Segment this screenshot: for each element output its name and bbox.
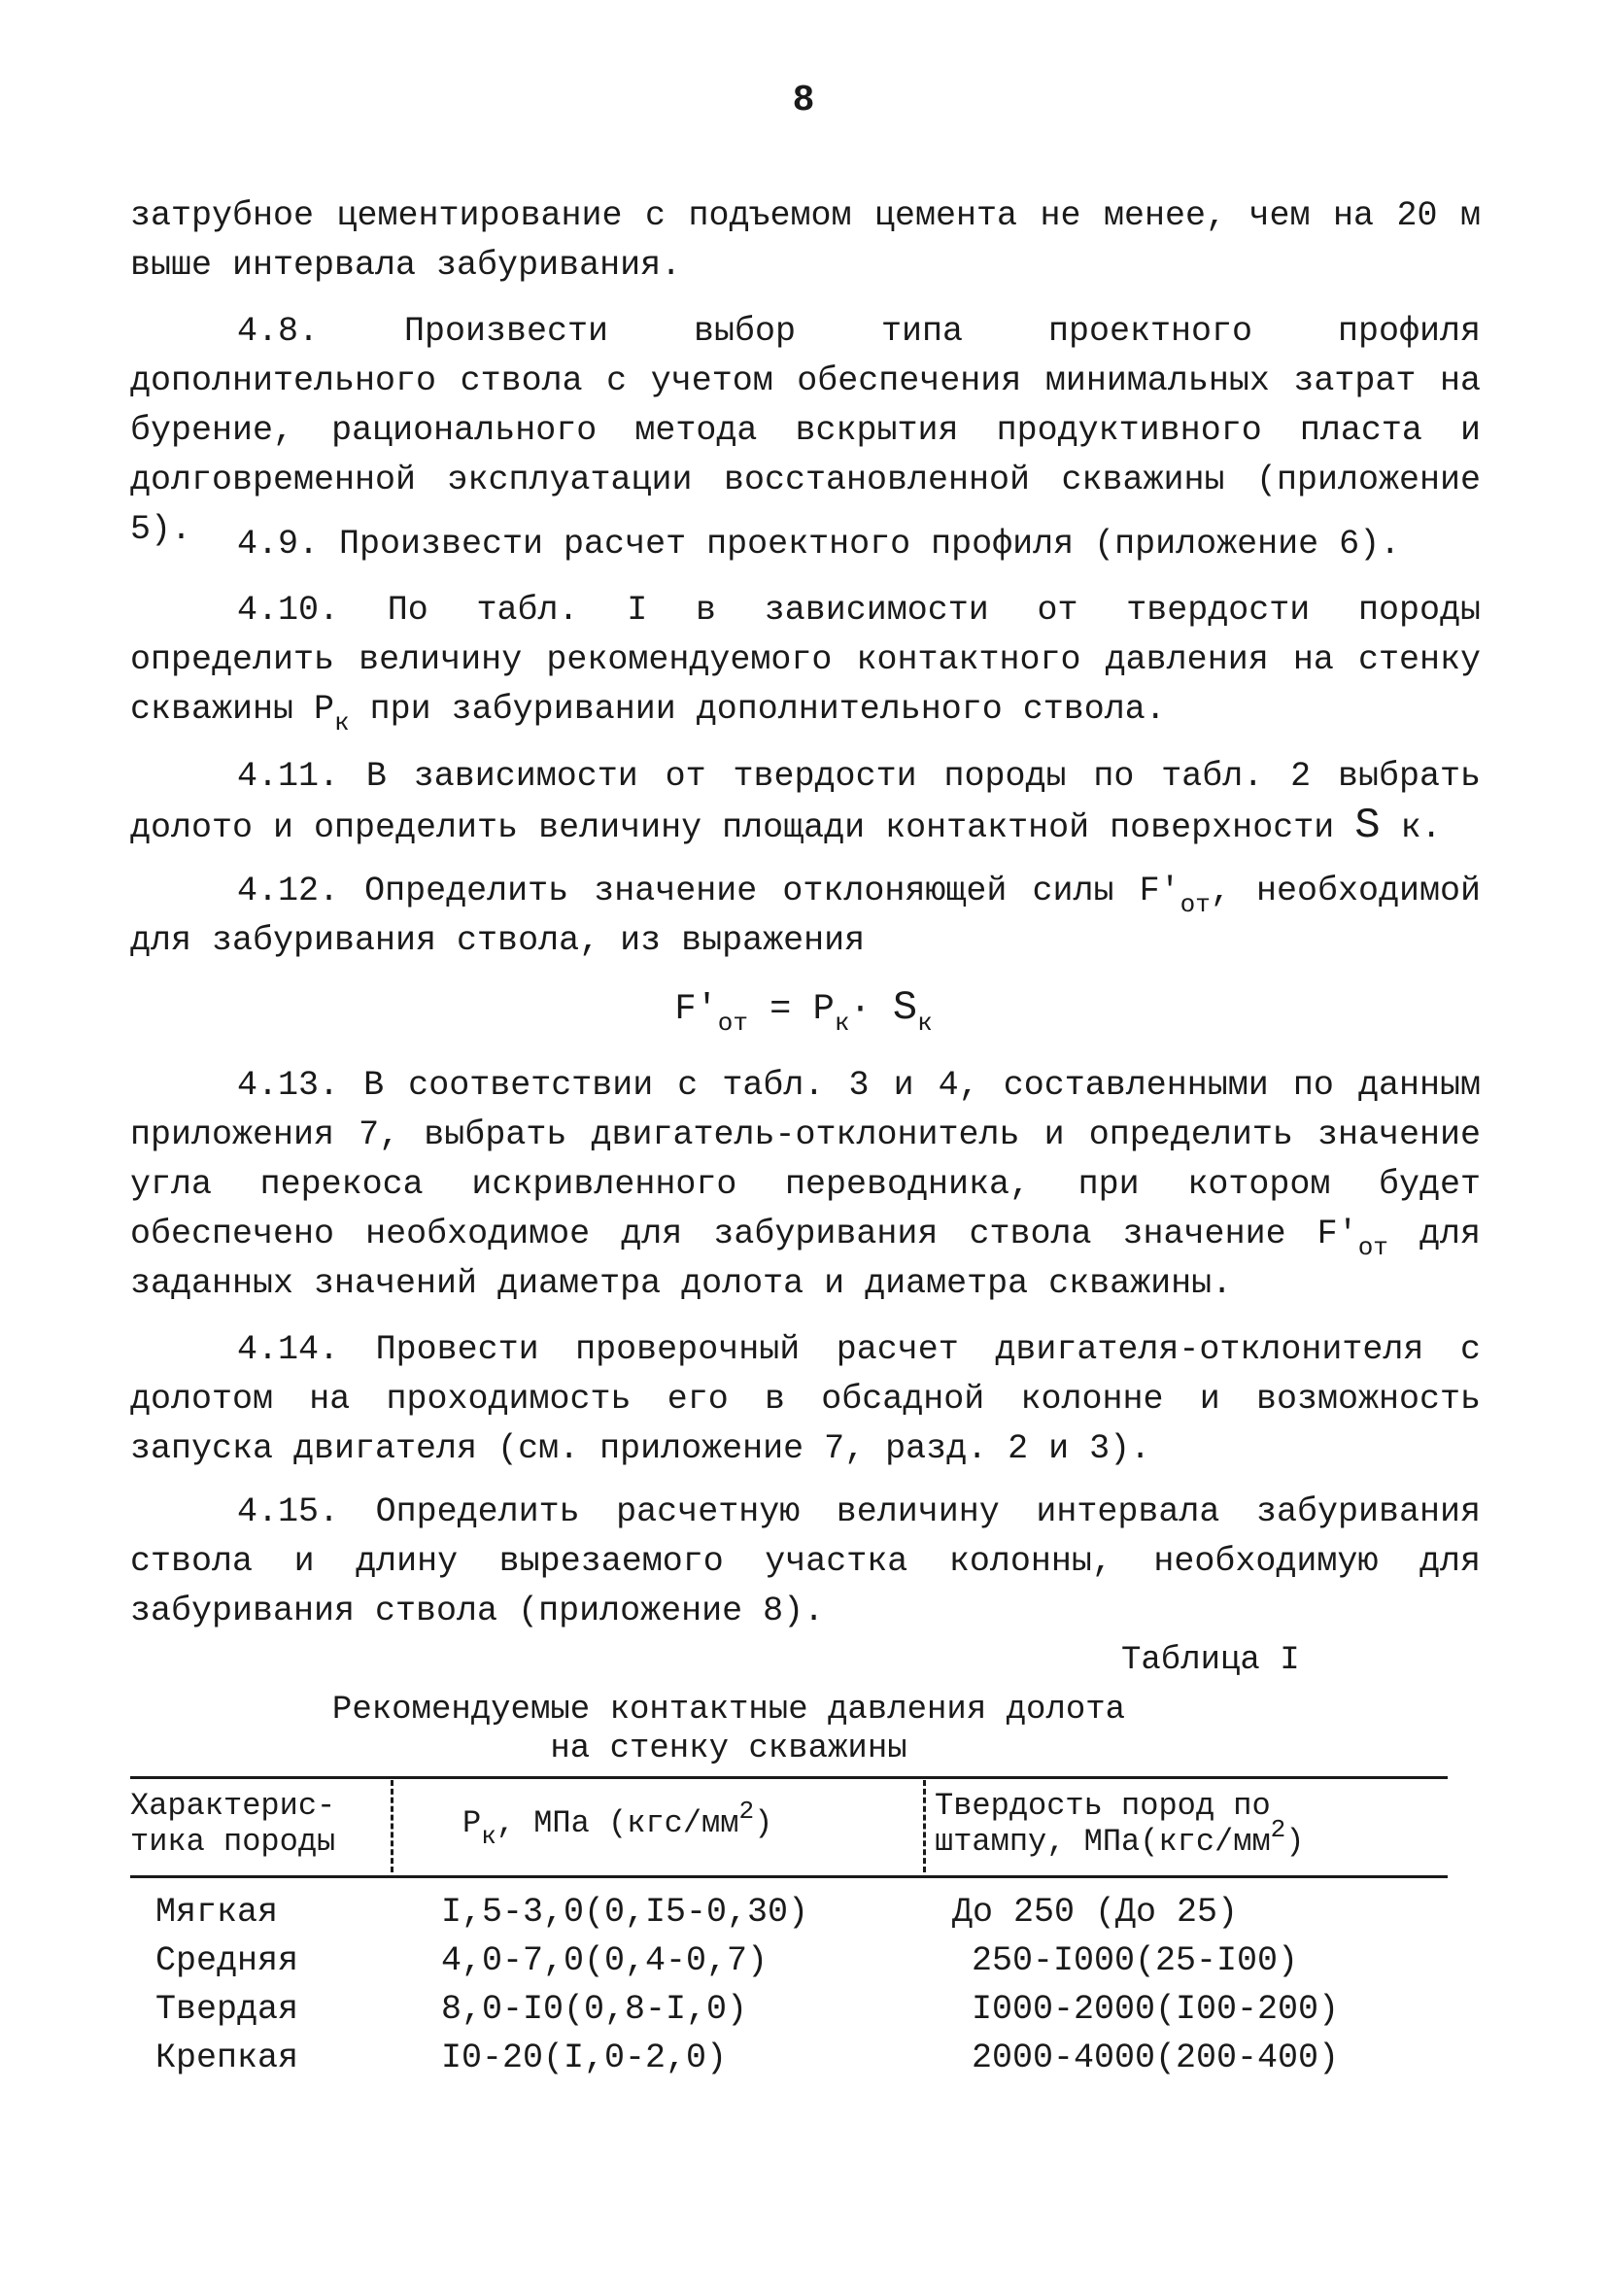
header-rock-hardness [935,1788,1304,1860]
paragraph-4-10 [130,586,1481,735]
paragraph-4-9: 4.9. Произвести расчет проектного профиля (приложение 6). [237,525,1401,564]
header-pk-subscript: к [481,1822,496,1851]
paragraph-4-12 [130,867,1481,966]
pk-subscript: к [334,708,350,737]
header-pressure-units: , МПа (кгс/мм [496,1805,739,1841]
paragraph-4-11-text: 4.11. В зависимости от твердости породы по табл. 2 выбрать долото и определить величину площади контактной поверхности [130,757,1481,847]
formula-s-subscript: к [917,1009,933,1038]
s-symbol: S [1354,802,1381,850]
formula-s: S [892,984,918,1031]
header-pressure-end: ) [754,1805,773,1841]
paragraph-4-10-end: при забуривании дополнительного ствола. [349,690,1166,729]
pk-symbol: P [314,690,335,729]
page-number: 8 [792,80,815,121]
paragraph-4-10-text: 4.10. По табл. I в зависимости от твердости породы определить величину рекомендуемого контактного давления на стенку скважины [130,591,1481,729]
table-cell-pressure: 8,0-I0(0,8-I,0) [441,1990,748,2029]
formula-deflecting-force [0,983,1607,1038]
header-separator-2 [923,1780,926,1872]
table-cell-rock: Твердая [155,1990,299,2029]
paragraph-4-14: 4.14. Провести проверочный расчет двигателя-отклонителя с долотом на проходимость его в обсадной колонне и возможность запуска двигателя (см. приложение 7, разд. 2 и 3). [130,1330,1481,1468]
header-hardness-end: ) [1285,1824,1305,1860]
header-pressure-sup: 2 [738,1797,755,1826]
table-cell-rock: Крепкая [155,2039,299,2077]
header-separator-1 [391,1780,393,1872]
header-hardness-line-1: Твердость пород по [935,1788,1271,1824]
paragraph-4-13-end: для заданных значений диаметра долота и диаметра скважины. [130,1215,1481,1303]
table-cell-rock: Средняя [155,1941,299,1980]
paragraph-4-12-text: 4.12. Определить значение отклоняющей силы [237,872,1140,910]
header-pk-symbol: P [462,1805,482,1841]
table-title [291,1691,1166,1768]
formula-p-subscript: к [834,1009,850,1038]
table-cell-rock: Мягкая [155,1893,279,1932]
header-contact-pressure [462,1797,773,1851]
header-hardness-units: штампу, МПа(кгс/мм [935,1824,1271,1860]
table-cell-hardness: 250-I000(25-I00) [972,1941,1299,1980]
paragraph-4-13-text: 4.13. В соответствии с табл. 3 и 4, составленными по данным приложения 7, выбрать двигатель-отклонитель и определить значение угла перекоса искривленного переводника, при котором будет обеспечено необходимое для забуривания ствола значение [130,1066,1481,1253]
table-cell-hardness: I000-2000(I00-200) [972,1990,1340,2029]
table-cell-hardness: До 250 (До 25) [952,1893,1239,1932]
table-cell-pressure: I0-20(I,0-2,0) [441,2039,728,2077]
table-label: Таблица I [1121,1642,1300,1679]
paragraph-4-8: 4.8. Произвести выбор типа проектного профиля дополнительного ствола с учетом обеспечения минимальных затрат на бурение, рационального метода вскрытия продуктивного пласта и долговременной эксплуатации восстановленной скважины (приложение 5). [130,312,1481,549]
formula-f: F' [674,989,718,1030]
formula-dot: · [849,989,893,1030]
header-hardness-sup: 2 [1270,1815,1286,1844]
header-hardness-line-2 [935,1815,1305,1860]
formula-p: P [812,989,835,1030]
paragraph-intro: затрубное цементирование с подъемом цемента не менее, чем на 20 м выше интервала забуривания. [130,196,1481,285]
paragraph-4-13 [130,1061,1481,1309]
f-symbol: F' [1139,872,1180,910]
f-subscript: от [1180,890,1211,919]
header-rock-characteristic [130,1788,335,1860]
table-cell-pressure: I,5-3,0(0,I5-0,30) [441,1893,809,1932]
table-header-rule [130,1875,1448,1878]
header-rock-line-1: Характерис- [130,1788,336,1824]
table-top-rule [130,1776,1448,1779]
table-cell-hardness: 2000-4000(200-400) [972,2039,1340,2077]
paragraph-4-15: 4.15. Определить расчетную величину интервала забуривания ствола и длину вырезаемого участка колонны, необходимую для забуривания ствола (приложение 8). [130,1492,1481,1630]
f-symbol-2: F' [1316,1215,1358,1253]
formula-f-subscript: от [717,1009,748,1038]
paragraph-4-12-end: , необходимой для забуривания ствола, из выражения [130,872,1481,960]
f-subscript-2: от [1357,1233,1388,1262]
header-rock-line-2: тика породы [130,1824,336,1860]
paragraph-4-11-end: к. [1380,808,1442,847]
formula-equals: = [747,989,813,1030]
table-title-line-1: Рекомендуемые контактные давления долота [331,1692,1126,1729]
paragraph-4-11 [130,752,1481,853]
table-cell-pressure: 4,0-7,0(0,4-0,7) [441,1941,769,1980]
table-title-line-2: на стенку скважины [550,1731,907,1767]
